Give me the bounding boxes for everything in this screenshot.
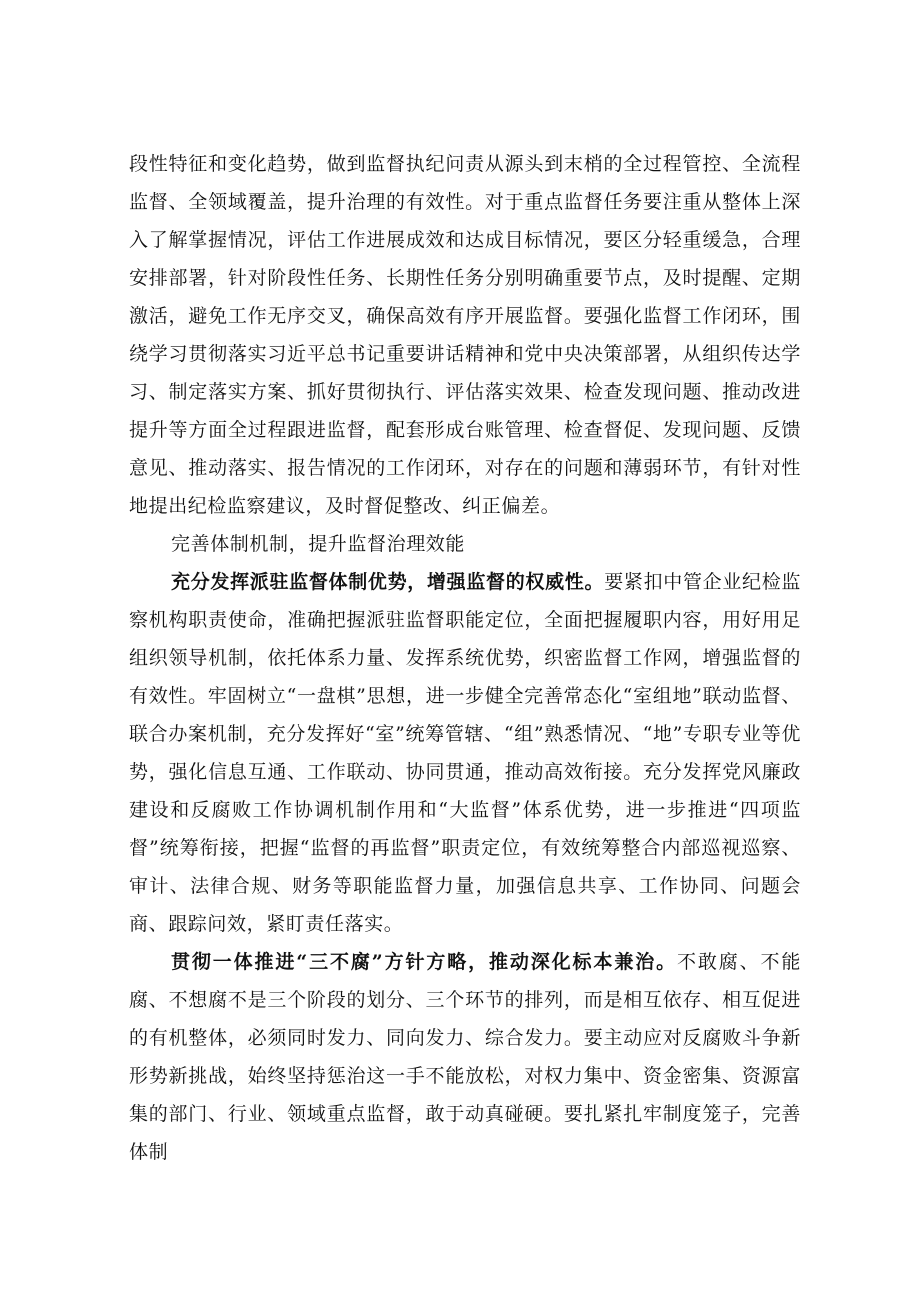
- paragraph-lead: 贯彻一体推进“三不腐”方针方略，推动深化标本兼治。: [171, 951, 677, 973]
- paragraph-lead: 充分发挥派驻监督体制优势，增强监督的权威性。: [171, 571, 605, 593]
- section-heading: [129, 525, 801, 563]
- paragraph-text: 不敢腐、不能腐、不想腐不是三个阶段的划分、三个环节的排列，而是相互依存、相互促进的有机整体，必须同时发力、同向发力、综合发力。要主动应对反腐败斗争新形势新挑战，始终坚持惩治这一手不能放松，对权力集中、资金密集、资源富集的部门、行业、领域重点监督，敢于动真碰硬。要扎紧扎牢制度笼子，完善体制: [129, 951, 801, 1163]
- document-page: [129, 145, 801, 1171]
- section-heading-text: 完善体制机制，提升监督治理效能: [171, 533, 466, 555]
- paragraph-dispatch-supervision: [129, 563, 801, 943]
- paragraph-text: 段性特征和变化趋势，做到监督执纪问责从源头到末梢的全过程管控、全流程监督、全领域覆盖，提升治理的有效性。对于重点监督任务要注重从整体上深入了解掌握情况，评估工作进展成效和达成目标情况，要区分轻重缓急，合理安排部署，针对阶段性任务、长期性任务分别明确重要节点，及时提醒、定期激活，避免工作无序交叉，确保高效有序开展监督。要强化监督工作闭环，围绕学习贯彻落实习近平总书记重要讲话精神和党中央决策部署，从组织传达学习、制定落实方案、抓好贯彻执行、评估落实效果、检查发现问题、推动改进提升等方面全过程跟进监督，配套形成台账管理、检查督促、发现问题、反馈意见、推动落实、报告情况的工作闭环，对存在的问题和薄弱环节，有针对性地提出纪检监察建议，及时督促整改、纠正偏差。: [129, 153, 801, 517]
- paragraph-continued: [129, 145, 801, 525]
- paragraph-text: 要紧扣中管企业纪检监察机构职责使命，准确把握派驻监督职能定位，全面把握履职内容，用好用足组织领导机制，依托体系力量、发挥系统优势，织密监督工作网，增强监督的有效性。牢固树立“一盘棋”思想，进一步健全完善常态化“室组地”联动监督、联合办案机制，充分发挥好“室”统筹管辖、“组”熟悉情况、“地”专职专业等优势，强化信息互通、工作联动、协同贯通，推动高效衔接。充分发挥党风廉政建设和反腐败工作协调机制作用和“大监督”体系优势，进一步推进“四项监督”统筹衔接，把握“监督的再监督”职责定位，有效统筹整合内部巡视巡察、审计、法律合规、财务等职能监督力量，加强信息共享、工作协同、问题会商、跟踪问效，紧盯责任落实。: [129, 571, 801, 935]
- paragraph-three-no-corruption: [129, 943, 801, 1171]
